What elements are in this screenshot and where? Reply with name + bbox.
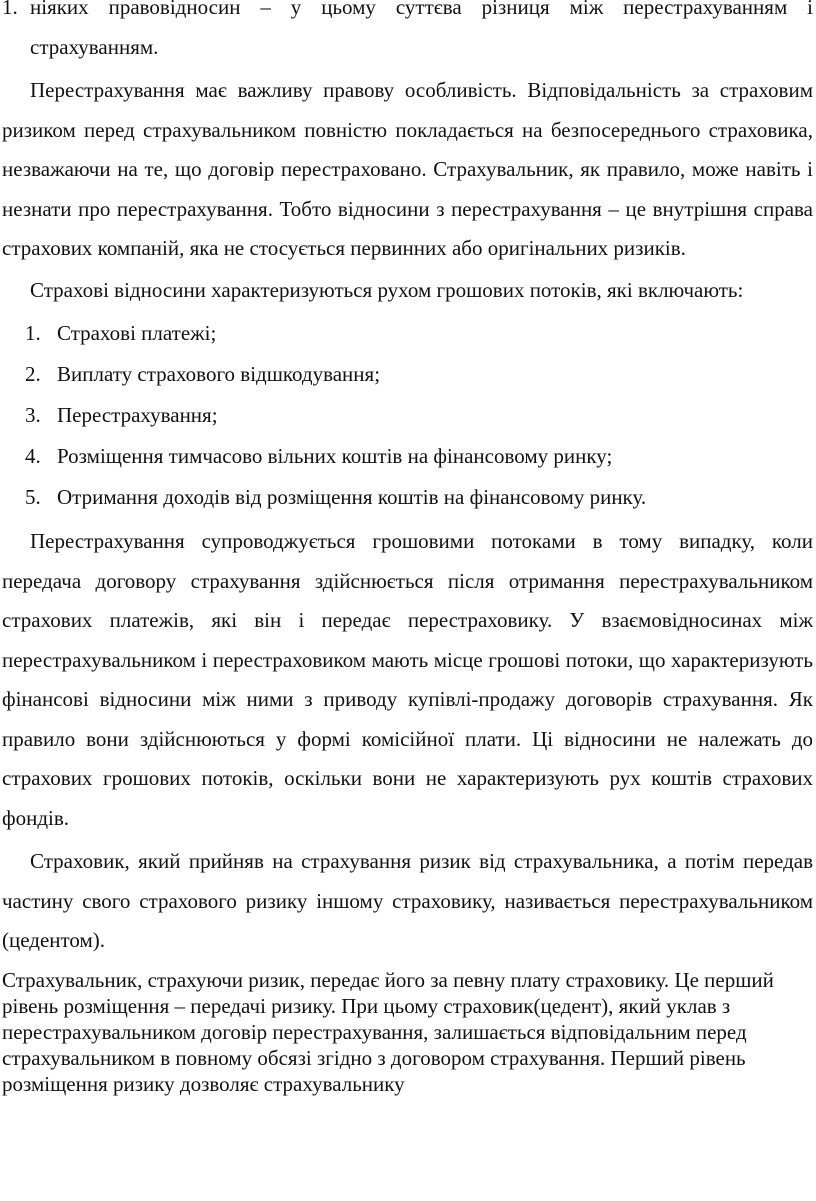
list-item-text: ніяких правовідносин – у цьому суттєва різниця між перестрахуванням і страхуванням. (30, 0, 813, 59)
cash-flow-list (2, 313, 813, 518)
paragraph-cedent-definition: Страховик, який прийняв на страхування ризик від страхувальника, а потім передав частину свого страхового ризику іншому страховику, називається перестрахувальником (цедентом). (2, 849, 813, 952)
paragraph-first-level-placement: Страхувальник, страхуючи ризик, передає його за певну плату страховику. Це перший рівень розміщення – передачі ризику. При цьому страховик(цедент), який уклав з перестрахувальником договір перестрахування, залишається відповідальним перед страхувальником в повному обсязі згідно з договором страхування. Перший рівень розміщення ризику дозволяє страхувальнику (2, 967, 774, 1096)
list-item-number: 1. (2, 0, 18, 19)
paragraph-reinsurance-legal-feature: Перестрахування має важливу правову особливість. Відповідальність за страховим ризиком перед страхувальником повністю покладається на безпосереднього страховика, незважаючи на те, що договір перестраховано. Страхувальник, як правило, може навіть і незнати про перестрахування. Тобто відносини з перестрахування – це внутрішня справа страхових компаній, яка не стосується первинних або оригінальних ризиків. (2, 78, 813, 260)
list-item: 2. Виплату страхового відшкодування; (25, 362, 381, 386)
paragraph-insurance-relations: Страхові відносини характеризуються рухом грошових потоків, які включають: (30, 277, 744, 302)
continued-list-item (2, 0, 813, 67)
list-item: 3. Перестрахування; (25, 403, 218, 427)
list-item: 4. Розміщення тимчасово вільних коштів на фінансовому ринку; (25, 444, 613, 468)
list-item: 5. Отримання доходів від розміщення коштів на фінансовому ринку. (25, 485, 647, 509)
list-item: 1. Страхові платежі; (25, 321, 217, 345)
paragraph-reinsurance-cash-flows: Перестрахування супроводжується грошовими потоками в тому випадку, коли передача договору страхування здійснюється після отримання перестрахувальником страхових платежів, які він і передає перестраховику. У взаємовідносинах між перестрахувальником і перестраховиком мають місце грошові потоки, що характеризують фінансові відносини між ними з приводу купівлі-продажу договорів страхування. Як правило вони здійснюються у формі комісійної плати. Ці відносини не належать до страхових грошових потоків, оскільки вони не характеризують рух коштів страхових фондів. (2, 529, 813, 830)
